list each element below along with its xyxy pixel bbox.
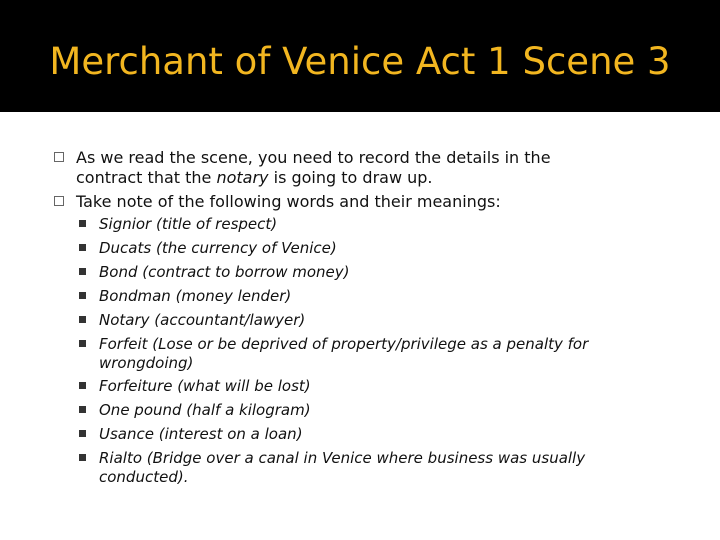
filled-square-bullet-icon bbox=[79, 406, 86, 413]
vocab-item bbox=[99, 215, 619, 234]
vocab-item bbox=[99, 425, 619, 444]
filled-square-bullet-icon bbox=[79, 382, 86, 389]
hollow-square-bullet-icon bbox=[54, 196, 64, 206]
bullet-text: Take note of the following words and their meanings: bbox=[76, 192, 501, 211]
vocab-text: Forfeiture (what will be lost) bbox=[99, 377, 311, 395]
filled-square-bullet-icon bbox=[79, 430, 86, 437]
slide-title: Merchant of Venice Act 1 Scene 3 bbox=[49, 40, 671, 83]
bullet-record-details bbox=[76, 148, 616, 188]
filled-square-bullet-icon bbox=[79, 454, 86, 461]
hollow-square-bullet-icon bbox=[54, 152, 64, 162]
filled-square-bullet-icon bbox=[79, 244, 86, 251]
filled-square-bullet-icon bbox=[79, 316, 86, 323]
vocab-text: Bondman (money lender) bbox=[99, 287, 292, 305]
vocab-text: Notary (accountant/lawyer) bbox=[99, 311, 306, 329]
vocab-text: Ducats (the currency of Venice) bbox=[99, 239, 337, 257]
vocab-item bbox=[99, 377, 619, 396]
vocab-item bbox=[99, 287, 619, 306]
filled-square-bullet-icon bbox=[79, 292, 86, 299]
vocab-item bbox=[99, 263, 619, 282]
filled-square-bullet-icon bbox=[79, 268, 86, 275]
bullet-text-emphasis: notary bbox=[216, 168, 269, 187]
vocab-text: Bond (contract to borrow money) bbox=[99, 263, 350, 281]
vocab-item bbox=[99, 239, 619, 258]
vocab-item bbox=[99, 401, 619, 420]
vocab-text: One pound (half a kilogram) bbox=[99, 401, 311, 419]
vocab-item bbox=[99, 335, 619, 372]
vocab-text: Usance (interest on a loan) bbox=[99, 425, 303, 443]
filled-square-bullet-icon bbox=[79, 340, 86, 347]
bullet-text-after: is going to draw up. bbox=[268, 168, 433, 187]
vocab-item bbox=[99, 311, 619, 330]
filled-square-bullet-icon bbox=[79, 220, 86, 227]
vocab-item bbox=[99, 449, 619, 486]
vocab-text: Signior (title of respect) bbox=[99, 215, 278, 233]
bullet-take-note bbox=[76, 192, 616, 212]
bullet-text-before: As we read the scene, you need to record the details in the contract that the bbox=[76, 148, 551, 187]
vocab-text: Forfeit (Lose or be deprived of property/privilege as a penalty for wrongdoing) bbox=[99, 335, 589, 372]
vocab-text: Rialto (Bridge over a canal in Venice where business was usually conducted). bbox=[99, 449, 586, 486]
